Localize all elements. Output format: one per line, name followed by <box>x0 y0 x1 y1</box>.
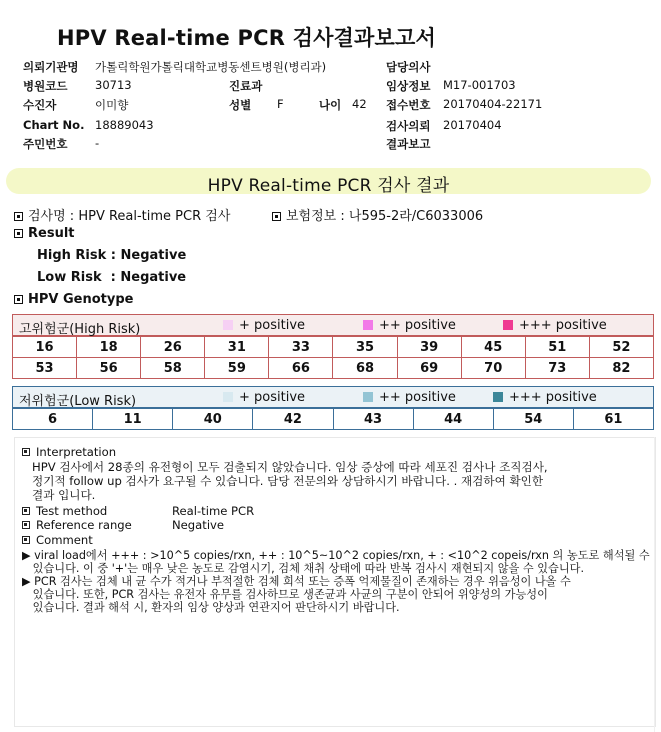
legend-text: ++ positive <box>379 318 456 333</box>
bullet-square-icon <box>14 212 23 221</box>
legend-text: + positive <box>239 318 306 333</box>
legend-text: + positive <box>239 390 306 405</box>
genotype-cell: 61 <box>573 409 653 430</box>
genotype-cell: 11 <box>93 409 173 430</box>
receipt-value: 20170404-22171 <box>443 97 543 111</box>
genotype-cell: 54 <box>493 409 573 430</box>
genotype-cell: 33 <box>269 337 333 358</box>
legend-plus-plus-plus <box>503 318 607 333</box>
genotype-cell: 73 <box>525 358 589 379</box>
sex-label: 성별 <box>229 98 252 112</box>
legend-swatch <box>363 320 373 330</box>
clinical-value: M17-001703 <box>443 78 516 92</box>
legend-text: ++ positive <box>379 390 456 405</box>
bullet-square-icon <box>14 295 23 304</box>
low-risk-header <box>12 386 654 408</box>
chart-label: Chart No. <box>23 118 85 132</box>
legend-plus-plus <box>363 318 456 333</box>
banner-title: HPV Real-time PCR 검사 결과 <box>207 176 450 196</box>
institution-label: 의뢰기관명 <box>23 60 79 74</box>
genotype-cell: 66 <box>269 358 333 379</box>
genotype-cell: 53 <box>13 358 77 379</box>
high-risk-header <box>12 314 654 336</box>
collector-label: 수진자 <box>23 98 57 112</box>
high-risk-value: Negative <box>120 248 187 263</box>
legend-swatch <box>223 392 233 402</box>
legend-plus <box>223 390 305 405</box>
test-name-label: 검사명 : <box>28 209 75 224</box>
receipt-label: 접수번호 <box>386 98 431 112</box>
insurance-value: 나595-2라/C6033006 <box>348 209 484 224</box>
legend-swatch <box>223 320 233 330</box>
dept-label: 진료과 <box>229 79 263 93</box>
clinical-label: 임상정보 <box>386 79 431 93</box>
genotype-cell: 58 <box>141 358 205 379</box>
high-risk-group-label: 고위험군(High Risk) <box>19 322 141 337</box>
test-name-line <box>14 205 230 224</box>
result-banner <box>6 168 651 194</box>
bullet-square-icon <box>22 536 30 544</box>
bullet-square-icon <box>22 521 30 529</box>
bullet-square-icon <box>22 507 30 515</box>
bullet-square-icon <box>14 229 23 238</box>
legend-plus <box>223 318 305 333</box>
doctor-label: 담당의사 <box>386 60 431 74</box>
institution-value: 가톨릭학원가톨릭대학교병동센트병원(병리과) <box>95 60 327 74</box>
low-risk-result <box>37 270 186 285</box>
comment-line-1: ▶ viral load에서 +++ : >10^5 copies/rxn, ++ : 10^5~10^2 copies/rxn, + : <10^2 copeis/rxn 의 농도로 해석될 수 <box>22 549 650 562</box>
test-method-row <box>22 504 107 518</box>
report-title: HPV Real-time PCR 검사결과보고서 <box>57 26 436 50</box>
genotype-cell: 52 <box>589 337 653 358</box>
genotype-cell: 69 <box>397 358 461 379</box>
high-risk-grid <box>12 314 654 380</box>
low-risk-label: Low Risk : <box>37 270 116 285</box>
genotype-cell: 59 <box>205 358 269 379</box>
high-risk-label: High Risk : <box>37 248 116 263</box>
genotype-cell: 35 <box>333 337 397 358</box>
legend-plus-plus-plus <box>493 390 597 405</box>
request-label: 검사의뢰 <box>386 119 431 133</box>
low-risk-value: Negative <box>120 270 187 285</box>
result-heading-text: Result <box>28 226 75 241</box>
interpretation-heading-text: Interpretation <box>36 445 117 459</box>
genotype-cell: 39 <box>397 337 461 358</box>
test-name-value: HPV Real-time PCR 검사 <box>78 209 231 224</box>
genotype-row <box>13 409 654 430</box>
insurance-label: 보험정보 : <box>286 209 345 224</box>
genotype-row <box>13 337 654 358</box>
high-risk-result <box>37 248 186 263</box>
reference-range-label: Reference range <box>36 518 132 532</box>
resident-value: - <box>95 136 100 150</box>
hospital-code-value: 30713 <box>95 78 132 92</box>
bullet-square-icon <box>22 448 30 456</box>
genotype-cell: 6 <box>13 409 93 430</box>
collector-value: 이미향 <box>95 98 129 112</box>
comment-line-2: 있습니다. 이 중 '+'는 매우 낮은 농도로 감염시기, 검체 채취 상태에 따라 반복 검사시 재현되지 않을 수 있습니다. <box>22 562 585 575</box>
legend-plus-plus <box>363 390 456 405</box>
comment-line-3: ▶ PCR 검사는 검체 내 균 수가 적거나 부적절한 검체 희석 또는 증폭 억제물질이 존재하는 경우 위음성이 나올 수 <box>22 575 571 588</box>
insurance-line <box>272 205 483 224</box>
reference-range-value: Negative <box>172 518 225 532</box>
legend-text: +++ positive <box>509 390 597 405</box>
interpretation-heading <box>22 445 116 459</box>
comment-line-5: 있습니다. 결과 해석 시, 환자의 임상 양상과 연관지어 판단하시기 바랍니다. <box>22 601 400 614</box>
genotype-cell: 45 <box>461 337 525 358</box>
result-heading <box>14 226 75 241</box>
genotype-cell: 68 <box>333 358 397 379</box>
report-label: 결과보고 <box>386 137 431 151</box>
legend-text: +++ positive <box>519 318 607 333</box>
genotype-cell: 42 <box>253 409 333 430</box>
age-value: 42 <box>352 97 367 111</box>
genotype-row <box>13 358 654 379</box>
low-risk-grid <box>12 386 654 432</box>
genotype-cell: 70 <box>461 358 525 379</box>
resident-label: 주민번호 <box>23 137 68 151</box>
genotype-cell: 43 <box>333 409 413 430</box>
interpretation-line-2: 정기적 follow up 검사가 요구될 수 있습니다. 담당 전문의와 상담하시기 바랍니다. . 재검하여 확인한 <box>32 474 544 488</box>
test-method-label: Test method <box>36 504 108 518</box>
genotype-cell: 44 <box>413 409 493 430</box>
genotype-cell: 16 <box>13 337 77 358</box>
genotype-cell: 31 <box>205 337 269 358</box>
hospital-code-label: 병원코드 <box>23 79 68 93</box>
request-value: 20170404 <box>443 118 502 132</box>
interpretation-line-1: HPV 검사에서 28종의 유전형이 모두 검출되지 않았습니다. 임상 증상에 따라 세포진 검사나 조직검사, <box>32 460 548 474</box>
genotype-cell: 18 <box>77 337 141 358</box>
age-label: 나이 <box>319 98 342 112</box>
chart-value: 18889043 <box>95 118 154 132</box>
genotype-heading-text: HPV Genotype <box>28 292 134 307</box>
genotype-heading <box>14 292 133 307</box>
legend-swatch <box>363 392 373 402</box>
genotype-cell: 51 <box>525 337 589 358</box>
low-risk-table <box>12 408 654 430</box>
interpretation-line-3: 결과 입니다. <box>32 488 96 502</box>
comment-heading <box>22 533 93 547</box>
high-risk-table <box>12 336 654 379</box>
genotype-cell: 56 <box>77 358 141 379</box>
legend-swatch <box>493 392 503 402</box>
test-method-value: Real-time PCR <box>172 504 255 518</box>
sex-value: F <box>277 97 284 111</box>
comment-heading-text: Comment <box>36 533 93 547</box>
divider <box>654 437 655 732</box>
genotype-cell: 26 <box>141 337 205 358</box>
bullet-square-icon <box>272 212 281 221</box>
genotype-cell: 40 <box>173 409 253 430</box>
reference-range-row <box>22 518 132 532</box>
comment-line-4: 있습니다. 또한, PCR 검사는 유전자 유무를 검사하므로 생존균과 사균의 구분이 안되어 위양성의 가능성이 <box>22 588 548 601</box>
low-risk-group-label: 저위험군(Low Risk) <box>19 394 137 409</box>
legend-swatch <box>503 320 513 330</box>
genotype-cell: 82 <box>589 358 653 379</box>
